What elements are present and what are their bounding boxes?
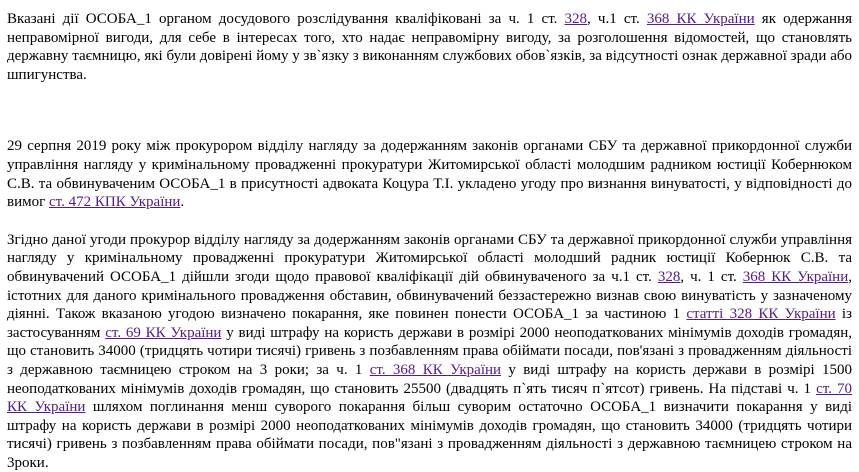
law-article-link[interactable]: 368 КК України <box>646 11 755 27</box>
paragraph-text: , істотних для даного кримінального провадження обставин, обвинувачений беззастережно визнав свою винуватість у зазначеному діянні. Також вказаною угодою визначено покарання, яке повинен понести ОСОБА_1 за частиною 1 <box>7 268 852 323</box>
law-article-link[interactable]: 328 <box>657 268 681 285</box>
paragraph-text: у виді штрафу на користь держави в розмірі 2000 неоподаткованих мінімумів доходів громадян, що становить 34000 (тридцять чотири тисячі) гривень з позбавленням права обіймати посади, пов'язані з провадженням діяльності з державною таємницею строком на 3 роки; за ч. 1 <box>7 324 852 378</box>
law-article-link[interactable]: ст. 69 КК України <box>105 324 222 341</box>
paragraph-text: шляхом поглинання менш суворого покарання більш суворим остаточно ОСОБА_1 визначити покарання у виді штрафу на користь держави в розмірі 2000 неоподаткованих мінімумів доходів громадян, що становить 34000 (тридцять чотири тисячі) гривень з позбавленням права обіймати посади, пов"язані з провадженням діяльності з державною таємницею строком на 3роки. <box>7 399 852 471</box>
paragraph-plea-agreement <box>7 137 852 211</box>
paragraph-text: . <box>180 194 185 211</box>
paragraph-text: у виді штрафу на користь держави в розмірі 1500 неоподаткованих мінімумів доходів громадян, що становить 25500 (двадцять п`ять тисяч п`ятсот) гривень. На підставі ч. 1 <box>7 361 852 397</box>
paragraph-text: 29 серпня 2019 року між прокурором відділу нагляду за додержанням законів органами СБУ та державної прикордонної служби управління нагляду у кримінальному провадженні прокуратури Житомирської області молодшим радником юстиції Кобернюком С.В. та обвинуваченим ОСОБА_1 в присутності адвоката Коцура Т.І. укладено угоду про визнання винуватості, у відповідності до вимог <box>7 138 852 211</box>
paragraph-qualification <box>7 10 852 84</box>
paragraph-text: , ч. 1 ст. <box>680 268 743 285</box>
law-article-link[interactable]: статті 328 КК України <box>686 306 836 323</box>
law-article-link[interactable]: 328 <box>564 11 588 27</box>
law-article-link[interactable]: 368 КК України <box>742 268 849 285</box>
law-article-link[interactable]: ст. 70 КК України <box>7 380 852 416</box>
law-article-link[interactable]: ст. 368 КК України <box>369 361 502 378</box>
paragraph-agreement-terms <box>7 231 852 472</box>
paragraph-text: як одержання неправомірної вигоди, для себе в інтересах того, хто надає неправомірну вигоду, за розголошення відомостей, що становлять державну таємницю, які були довірені йому у зв`язку з виконанням службових обов`язків, за відсутності ознак державної зради або шпигунства. <box>7 11 852 83</box>
paragraph-text: , ч.1 ст. <box>587 11 647 27</box>
paragraph-text: Вказані дії ОСОБА_1 органом досудового розслідування кваліфіковані за ч. 1 ст. <box>7 11 565 27</box>
paragraph-text: із застосуванням <box>7 306 852 341</box>
law-article-link[interactable]: ст. 472 КПК України <box>49 194 181 211</box>
paragraph-text: Згідно даної угоди прокурор відділу нагляду за додержанням законів органами СБУ та державної прикордонної служби управління нагляду у кримінальному провадженні прокуратури Житомирської області молодший радник юстиції Кобернюк С.В. та обвинувачений ОСОБА_1 дійшли згоди щодо правової кваліфікації дій обвинуваченого за ч.1 ст. <box>7 231 852 285</box>
